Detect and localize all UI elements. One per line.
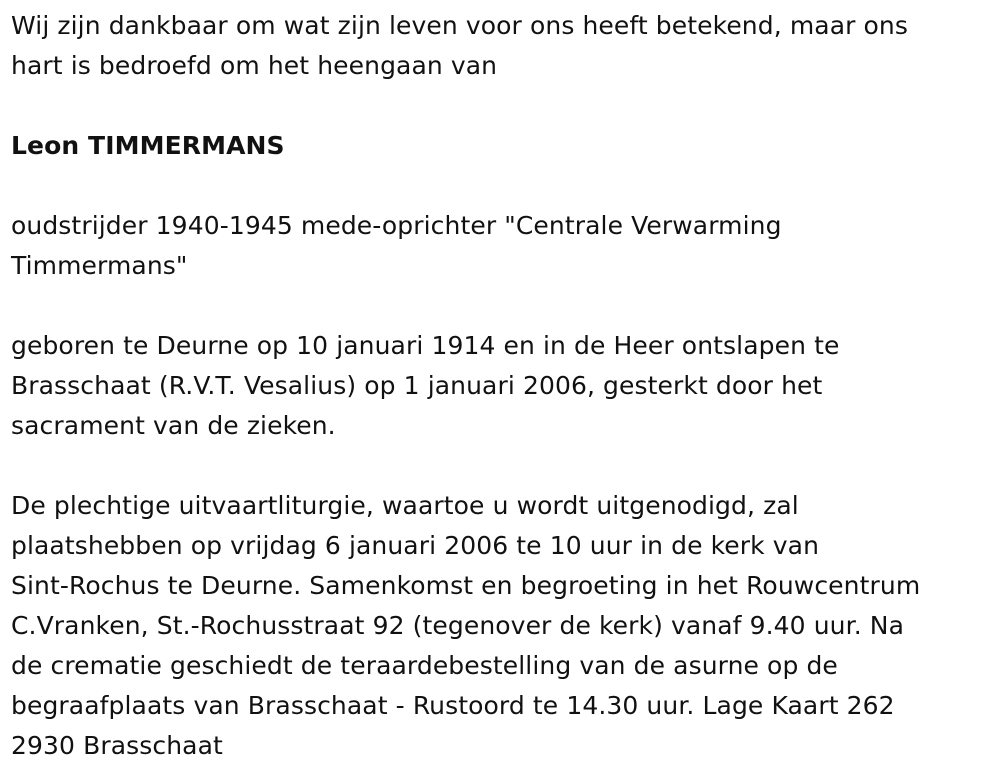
funeral-line: Sint-Rochus te Deurne. Samenkomst en begroeting in het Rouwcentrum — [11, 571, 921, 600]
description-line: oudstrijder 1940-1945 mede-oprichter "Centrale Verwarming — [11, 211, 782, 240]
funeral-paragraph — [11, 486, 986, 766]
funeral-line: C.Vranken, St.-Rochusstraat 92 (tegenover de kerk) vanaf 9.40 uur. Na — [11, 611, 905, 640]
paragraph-spacer — [11, 286, 986, 326]
paragraph-spacer — [11, 86, 986, 126]
funeral-line: plaatshebben op vrijdag 6 januari 2006 te 10 uur in de kerk van — [11, 531, 820, 560]
life-paragraph — [11, 326, 986, 446]
life-line: geboren te Deurne op 10 januari 1914 en in de Heer ontslapen te — [11, 331, 840, 360]
funeral-line: 2930 Brasschaat — [11, 731, 223, 760]
obituary-notice — [11, 6, 986, 766]
intro-line: Wij zijn dankbaar om wat zijn leven voor ons heeft betekend, maar ons — [11, 11, 908, 40]
paragraph-spacer — [11, 166, 986, 206]
description-line: Timmermans" — [11, 251, 188, 280]
deceased-name: Leon TIMMERMANS — [11, 131, 285, 160]
life-line: sacrament van de zieken. — [11, 411, 336, 440]
paragraph-spacer — [11, 446, 986, 486]
intro-line: hart is bedroefd om het heengaan van — [11, 51, 498, 80]
funeral-line: begraafplaats van Brasschaat - Rustoord te 14.30 uur. Lage Kaart 262 — [11, 691, 895, 720]
intro-paragraph — [11, 6, 986, 86]
funeral-line: de crematie geschiedt de teraardebestelling van de asurne op de — [11, 651, 838, 680]
funeral-line: De plechtige uitvaartliturgie, waartoe u wordt uitgenodigd, zal — [11, 491, 799, 520]
description-paragraph — [11, 206, 986, 286]
life-line: Brasschaat (R.V.T. Vesalius) op 1 januari 2006, gesterkt door het — [11, 371, 823, 400]
